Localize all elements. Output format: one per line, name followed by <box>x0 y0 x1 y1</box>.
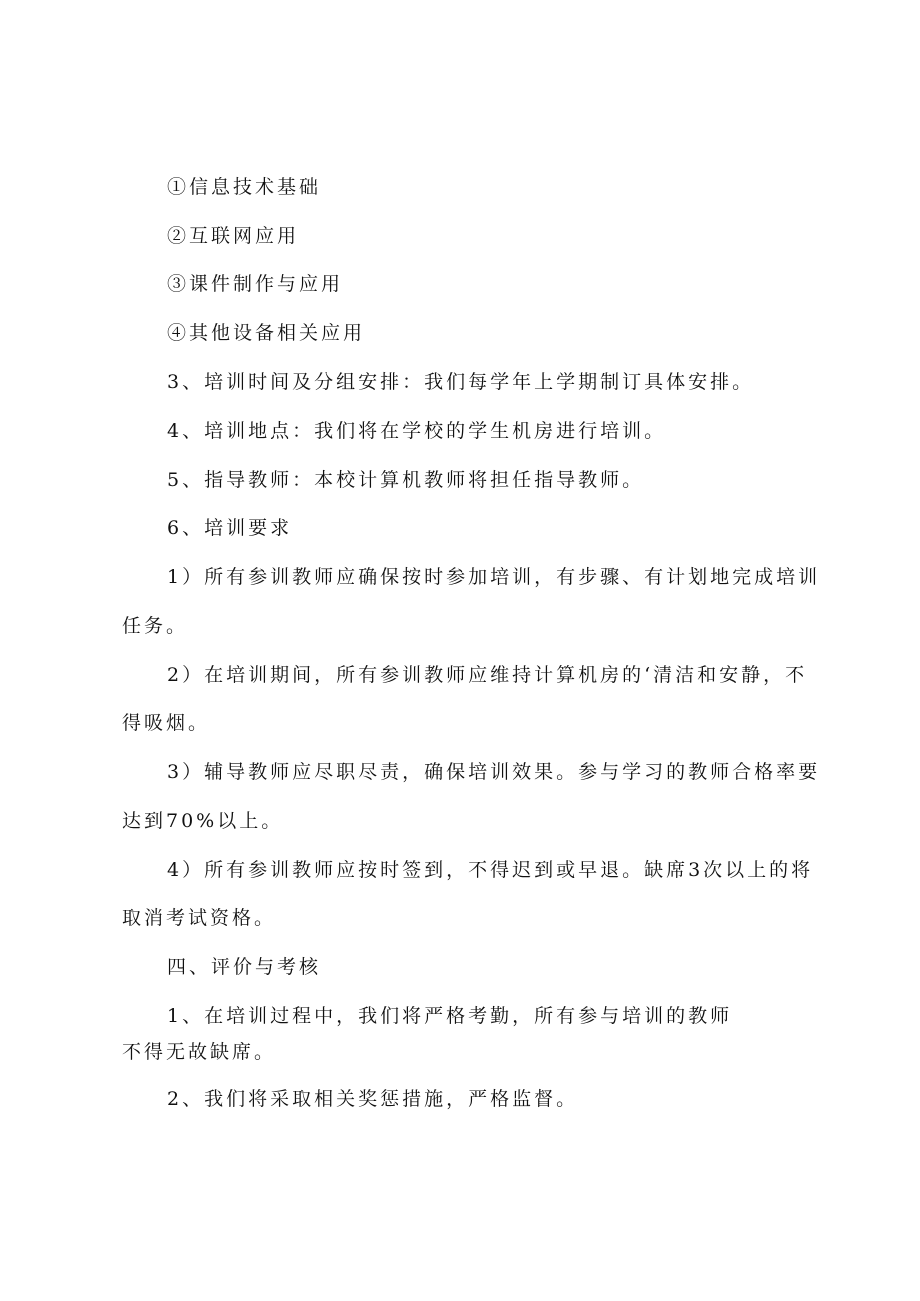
requirement-3-cont: 达到70%以上。 <box>122 810 284 832</box>
requirement-2-cont: 得吸烟。 <box>122 712 211 734</box>
evaluation-1: 1、在培训过程中，我们将严格考勤，所有参与培训的教师 <box>167 1005 733 1027</box>
item-schedule: 3、培训时间及分组安排：我们每学年上学期制订具体安排。 <box>167 371 755 393</box>
requirement-1-cont: 任务。 <box>122 615 189 637</box>
item-requirements-heading: 6、培训要求 <box>167 517 293 539</box>
requirement-1: 1）所有参训教师应确保按时参加培训，有步骤、有计划地完成培训 <box>167 566 821 588</box>
evaluation-2: 2、我们将采取相关奖惩措施，严格监督。 <box>167 1088 579 1110</box>
item-location: 4、培训地点：我们将在学校的学生机房进行培训。 <box>167 420 667 442</box>
requirement-3: 3）辅导教师应尽职尽责，确保培训效果。参与学习的教师合格率要 <box>167 761 821 783</box>
evaluation-1-cont: 不得无故缺席。 <box>122 1041 277 1063</box>
requirement-2: 2）在培训期间，所有参训教师应维持计算机房的‘清洁和安静，不 <box>167 664 808 686</box>
list-item-other-devices: ④其他设备相关应用 <box>167 322 366 344</box>
requirement-4-cont: 取消考试资格。 <box>122 907 277 929</box>
section-heading-evaluation: 四、评价与考核 <box>167 956 322 978</box>
requirement-4: 4）所有参训教师应按时签到，不得迟到或早退。缺席3次以上的将 <box>167 859 814 881</box>
list-item-internet: ②互联网应用 <box>167 225 300 247</box>
item-instructor: 5、指导教师：本校计算机教师将担任指导教师。 <box>167 469 645 491</box>
list-item-courseware: ③课件制作与应用 <box>167 273 344 295</box>
list-item-it-basics: ①信息技术基础 <box>167 176 322 198</box>
